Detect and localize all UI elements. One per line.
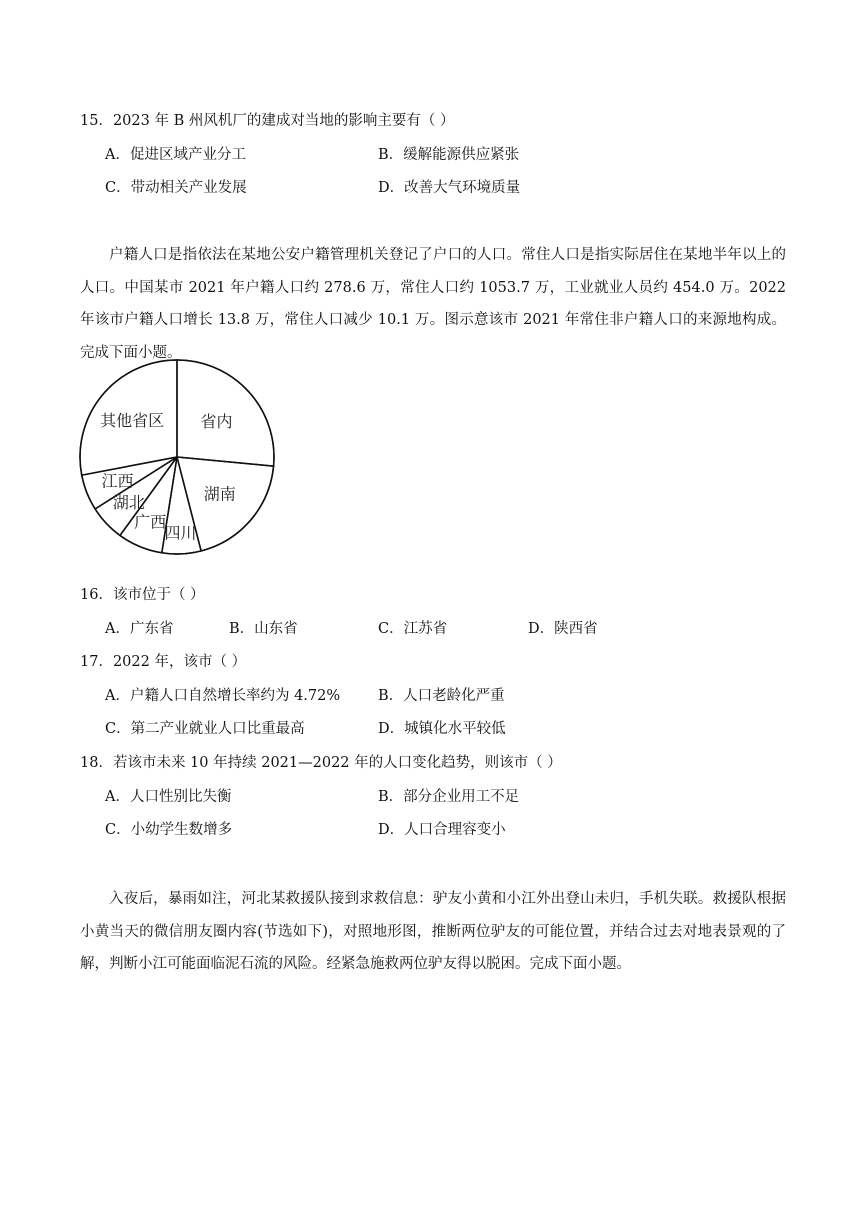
pie-label-3: 广西	[134, 512, 167, 532]
q17-option-b: B．人口老龄化严重	[378, 688, 505, 704]
q18-option-b: B．部分企业用工不足	[378, 789, 520, 805]
q16-option-b: B．山东省	[229, 621, 298, 637]
q16-option-d: D．陕西省	[528, 621, 598, 637]
q15-option-d: D．改善大气环境质量	[378, 180, 521, 196]
q15-option-a: A．促进区域产业分工	[105, 147, 246, 163]
q17-option-d: D．城镇化水平较低	[378, 721, 506, 737]
q15-option-c: C．带动相关产业发展	[105, 180, 247, 196]
q18-stem: 18．若该市未来 10 年持续 2021—2022 年的人口变化趋势，则该市（ ）	[80, 755, 562, 771]
q18-option-d: D．人口合理容变小	[378, 822, 506, 838]
population-source-pie-chart	[78, 349, 278, 565]
pie-label-4: 湖北	[112, 493, 145, 513]
q17-stem: 17．2022 年，该市（ ）	[80, 654, 247, 670]
pie-label-2: 四川	[164, 523, 197, 543]
pie-label-5: 江西	[101, 471, 134, 491]
pie-label-0: 省内	[200, 412, 233, 432]
q17-option-a: A．户籍人口自然增长率约为 4.72%	[105, 688, 341, 704]
q16-option-c: C．江苏省	[378, 621, 448, 637]
q15-stem: 15．2023 年 B 州风机厂的建成对当地的影响主要有（ ）	[80, 113, 455, 129]
q16-stem: 16．该市位于（ ）	[80, 587, 205, 603]
q16-option-a: A．广东省	[105, 621, 174, 637]
passage-population-text: 户籍人口是指依法在某地公安户籍管理机关登记了户口的人口。常住人口是指实际居住在某地半年以上的人口。中国某市 2021 年户籍人口约 278.6 万，常住人口约 1053.7 万，工业就业人员约 454.0 万。2022 年该市户籍人口增长 13.8 万，常住人口减少 10.1 万。图示意该市 2021 年常住非户籍人口的来源地构成。完成下面小题。	[80, 247, 786, 361]
passage-rescue	[80, 883, 786, 981]
q15-option-b: B．缓解能源供应紧张	[378, 147, 520, 163]
pie-label-1: 湖南	[203, 484, 236, 504]
q17-option-c: C．第二产业就业人口比重最高	[105, 721, 305, 737]
q18-option-a: A．人口性别比失衡	[105, 789, 232, 805]
passage-rescue-text: 入夜后，暴雨如注，河北某救援队接到求救信息：驴友小黄和小江外出登山未归，手机失联。救援队根据小黄当天的微信朋友圈内容(节选如下)，对照地形图，推断两位驴友的可能位置，并结合过去对地表景观的了解，判断小江可能面临泥石流的风险。经紧急施救两位驴友得以脱困。完成下面小题。	[80, 891, 786, 972]
q18-option-c: C．小幼学生数增多	[105, 822, 233, 838]
pie-label-6: 其他省区	[100, 410, 165, 430]
